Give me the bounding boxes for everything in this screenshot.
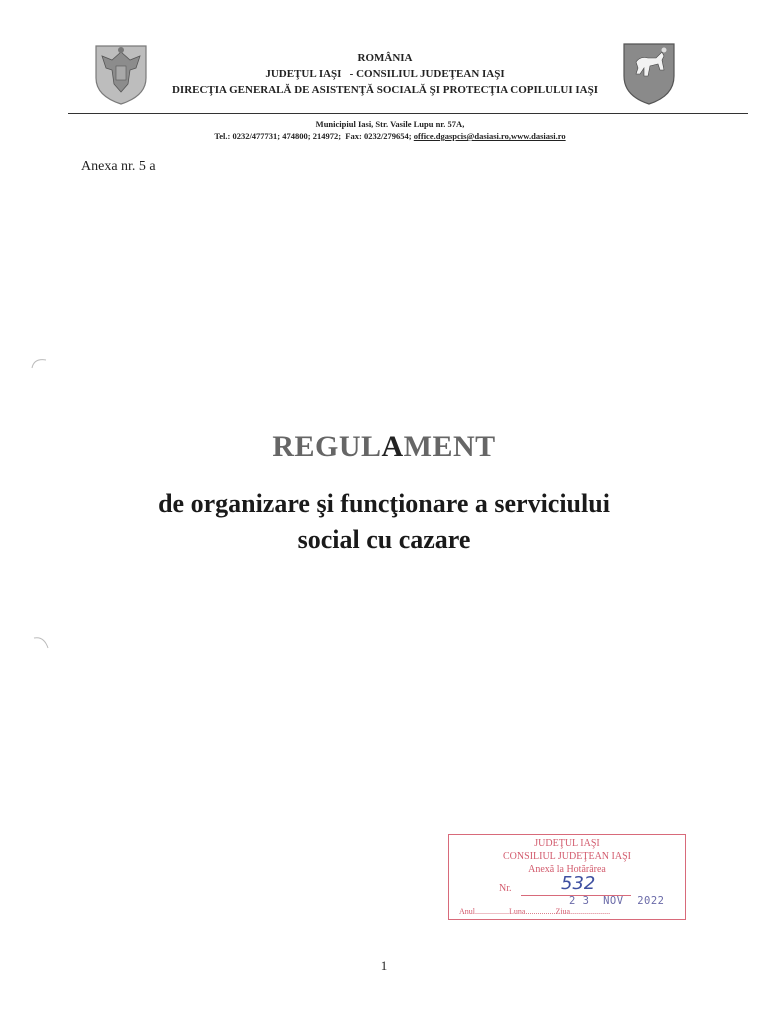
stamp-line: JUDEŢUL IAŞI — [534, 838, 600, 849]
document-title — [0, 430, 768, 464]
header-institution: DIRECŢIA GENERALĂ DE ASISTENŢĂ SOCIALĂ ŞI PROTECŢIA COPILULUI IAŞI — [171, 84, 599, 96]
header-county: JUDEŢUL IAŞI - CONSILIUL JUDEŢEAN IAŞI — [265, 68, 505, 80]
header-address: Municipiul Iasi, Str. Vasile Lupu nr. 57A, — [315, 119, 465, 129]
header-country: ROMÂNIA — [357, 52, 413, 64]
title-part: A — [381, 430, 404, 463]
iasi-coat-of-arms-icon — [620, 40, 678, 106]
document-subtitle-line1: de organizare şi funcţionare a serviciului — [158, 489, 610, 518]
header-divider — [68, 113, 748, 114]
romania-coat-of-arms-icon — [92, 40, 150, 106]
title-part: MENT — [403, 430, 496, 463]
stamp-line: CONSILIUL JUDEŢEAN IAŞI — [503, 851, 631, 862]
stamp-nr-handwritten: 532 — [561, 873, 596, 894]
contact-links[interactable]: office.dgaspcis@dasiasi.ro,www.dasiasi.ro — [413, 131, 566, 141]
header-contact — [120, 130, 660, 142]
scan-mark — [30, 356, 50, 370]
stamp-nr-label: Nr. — [499, 883, 512, 894]
annex-label: Anexa nr. 5 a — [81, 159, 156, 174]
contact-phones: Tel.: 0232/477731; 474800; 214972; Fax: 0232/279654; — [214, 131, 414, 141]
stamp-line: Anexă la Hotărârea — [528, 864, 606, 875]
stamp-date-fields: Anul.................Luna...............Ziua.................... — [459, 907, 611, 916]
title-part: REGUL — [272, 430, 382, 463]
stamp-date: 2 3 NOV 2022 — [569, 895, 665, 907]
scan-mark — [32, 634, 52, 654]
page-number: 1 — [380, 958, 388, 973]
document-subtitle-line2: social cu cazare — [297, 525, 471, 554]
annex-stamp — [448, 834, 686, 920]
